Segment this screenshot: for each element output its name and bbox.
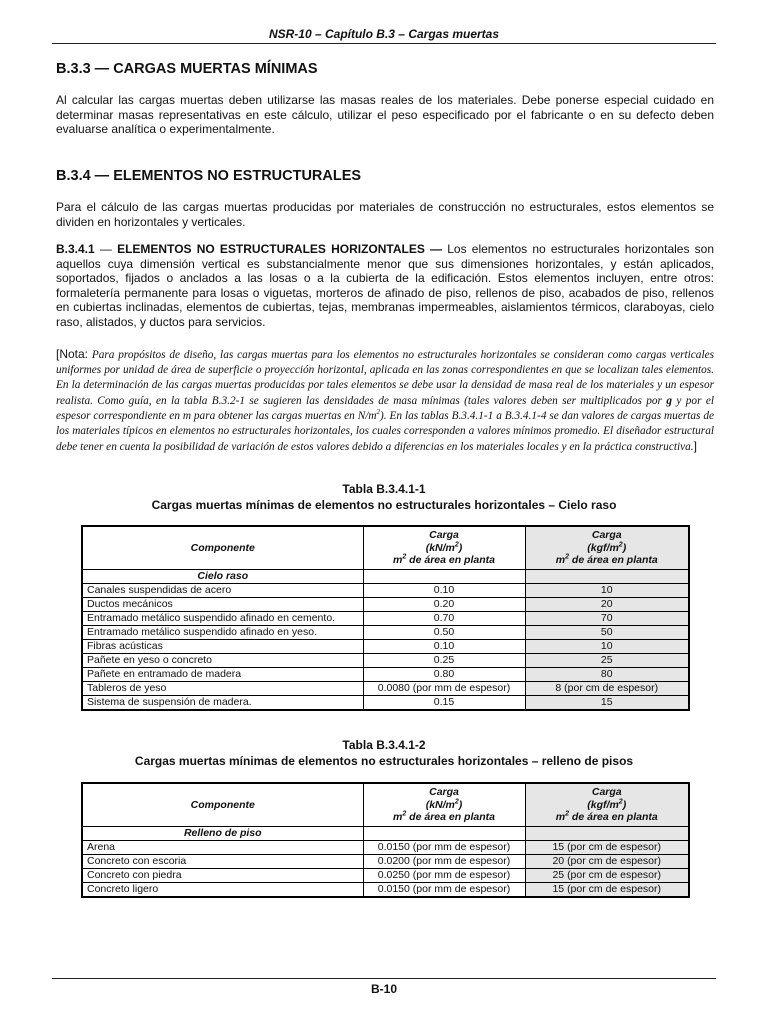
table-row: Arena 0.0150 (por mm de espesor) 15 (por cm de espesor) [82, 841, 689, 855]
table-row: Pañete en yeso o concreto 0.25 25 [82, 654, 689, 668]
section-heading-b34: B.3.4 — ELEMENTOS NO ESTRUCTURALES [56, 168, 362, 184]
header-carga-kn: Carga $(kN/m^2)$ $m^2$ de área en planta [363, 783, 525, 827]
page-number: B-10 [370, 982, 397, 996]
table-row: Concreto con piedra 0.0250 (por mm de espesor) 25 (por cm de espesor) [82, 869, 689, 883]
table-cielo-raso [81, 525, 690, 711]
note-text-1: Para propósitos de diseño, las cargas muertas para los elementos no estructurales horizontales se consideran como cargas verticales uniformes por unidad de área de superficie o proyección horizontal, aplicada en las zonas correspondientes en que se localizan tales elementos. En la determinación de las cargas muertas producidas por tales elementos se debe usar la densidad de masa real de los materiales y un espesor realista. Como guía, en la tabla B.3.2-1 se sugieren las densidades de masa mínimas (tales valores deben ser multiplicados por [56, 349, 714, 407]
table2-caption-number: Tabla B.3.4.1-2 [342, 738, 426, 752]
note-g: g [666, 394, 672, 407]
table1-caption-title: Cargas muertas mínimas de elementos no estructurales horizontales – Cielo raso [151, 498, 617, 512]
running-header: NSR-10 – Capítulo B.3 – Cargas muertas [268, 27, 500, 41]
section-heading-b33: B.3.3 — CARGAS MUERTAS MÍNIMAS [56, 61, 318, 77]
subsection-dash: — [94, 242, 118, 256]
table-row: Concreto ligero 0.0150 (por mm de espesor) 15 (por cm de espesor) [82, 883, 689, 898]
table-row: Sistema de suspensión de madera. 0.15 15 [82, 696, 689, 711]
header-carga-kgf: Carga $(kgf/m^2)$ $m^2$ de área en planta [525, 783, 689, 827]
header-componente: Componente [82, 783, 363, 827]
table-section-row: Cielo raso [82, 570, 689, 584]
table1-caption-number: Tabla B.3.4.1-1 [342, 482, 426, 496]
note-text-2: y por el espesor correspondiente en m para obtener las cargas muertas en N/m [56, 394, 714, 422]
table-row: Fibras acústicas 0.10 10 [82, 640, 689, 654]
table-row: Concreto con escoria 0.0200 (por mm de espesor) 20 (por cm de espesor) [82, 855, 689, 869]
note-close: ] [693, 439, 697, 454]
table-header-row [82, 526, 689, 570]
footer-rule [52, 978, 716, 979]
table-row: Entramado metálico suspendido afinado en cemento. 0.70 70 [82, 612, 689, 626]
table-header-row [82, 783, 689, 827]
table1-caption [52, 481, 716, 513]
header-carga-kgf: Carga $(kgf/m^2)$ $m^2$ de área en planta [525, 526, 689, 570]
table-relleno-pisos [81, 782, 690, 898]
table-row: Entramado metálico suspendido afinado en yeso. 0.50 50 [82, 626, 689, 640]
table-row: Tableros de yeso 0.0080 (por mm de espesor) 8 (por cm de espesor) [82, 682, 689, 696]
header-carga-kn: Carga $(kN/m^2)$ $m^2$ de área en planta [363, 526, 525, 570]
subsection-number: B.3.4.1 [56, 242, 95, 256]
table2-caption-title: Cargas muertas mínimas de elementos no estructurales horizontales – relleno de pisos [134, 754, 634, 768]
table-row: Pañete en entramado de madera 0.80 80 [82, 668, 689, 682]
note-text-3: ). En las tablas B.3.4.1-1 a B.3.4.1-4 se dan valores de cargas muertas de los materiales típicos en elementos no estructurales horizontales, los cuales corresponden a valores mínimos promedio. El diseñador estructural debe tener en cuenta la posibilidad de variación de estos valores debido a diferencias en los materiales locales y en la práctica constructiva. [56, 409, 714, 454]
table2-caption [52, 737, 716, 769]
table-row: Canales suspendidas de acero 0.10 10 [82, 584, 689, 598]
subsection-text: Los elementos no estructurales horizontales son aquellos cuya dimensión vertical es substancialmente menor que sus dimensiones horizontales, y están aplicados, soportados, fijados o anclados a las losas o a la cubierta de la edificación. Estos elementos incluyen, entre otros: formaletería permanente para losas o viguetas, morteros de afinado de piso, rellenos de piso, acabados de piso, rellenos en cubiertas inclinadas, elementos de cubiertas, tejas, membranas impermeables, aislamientos térmicos, claraboyas, cielo raso, alistados, y ductos para servicios. [56, 242, 714, 329]
section-paragraph-b34: Para el cálculo de las cargas muertas producidas por materiales de construcción no estructurales, estos elementos se dividen en horizontales y verticales. [56, 200, 714, 229]
note-lead: [Nota: [56, 347, 89, 361]
header-rule [52, 43, 716, 44]
table-section-row: Relleno de piso [82, 827, 689, 841]
section-paragraph-b33: Al calcular las cargas muertas deben utilizarse las masas reales de los materiales. Debe ponerse especial cuidado en determinar masas representativas en este cálculo, utilizar el peso especificado por el fabricante o en su defecto deben evaluarse analítica o experimentalmente. [56, 93, 714, 137]
design-note [56, 347, 714, 455]
header-componente: Componente [82, 526, 363, 570]
note-exponent: 2 [376, 408, 381, 417]
subsection-b341 [56, 242, 714, 330]
subsection-title: ELEMENTOS NO ESTRUCTURALES HORIZONTALES — [117, 242, 443, 256]
table-row: Ductos mecánicos 0.20 20 [82, 598, 689, 612]
